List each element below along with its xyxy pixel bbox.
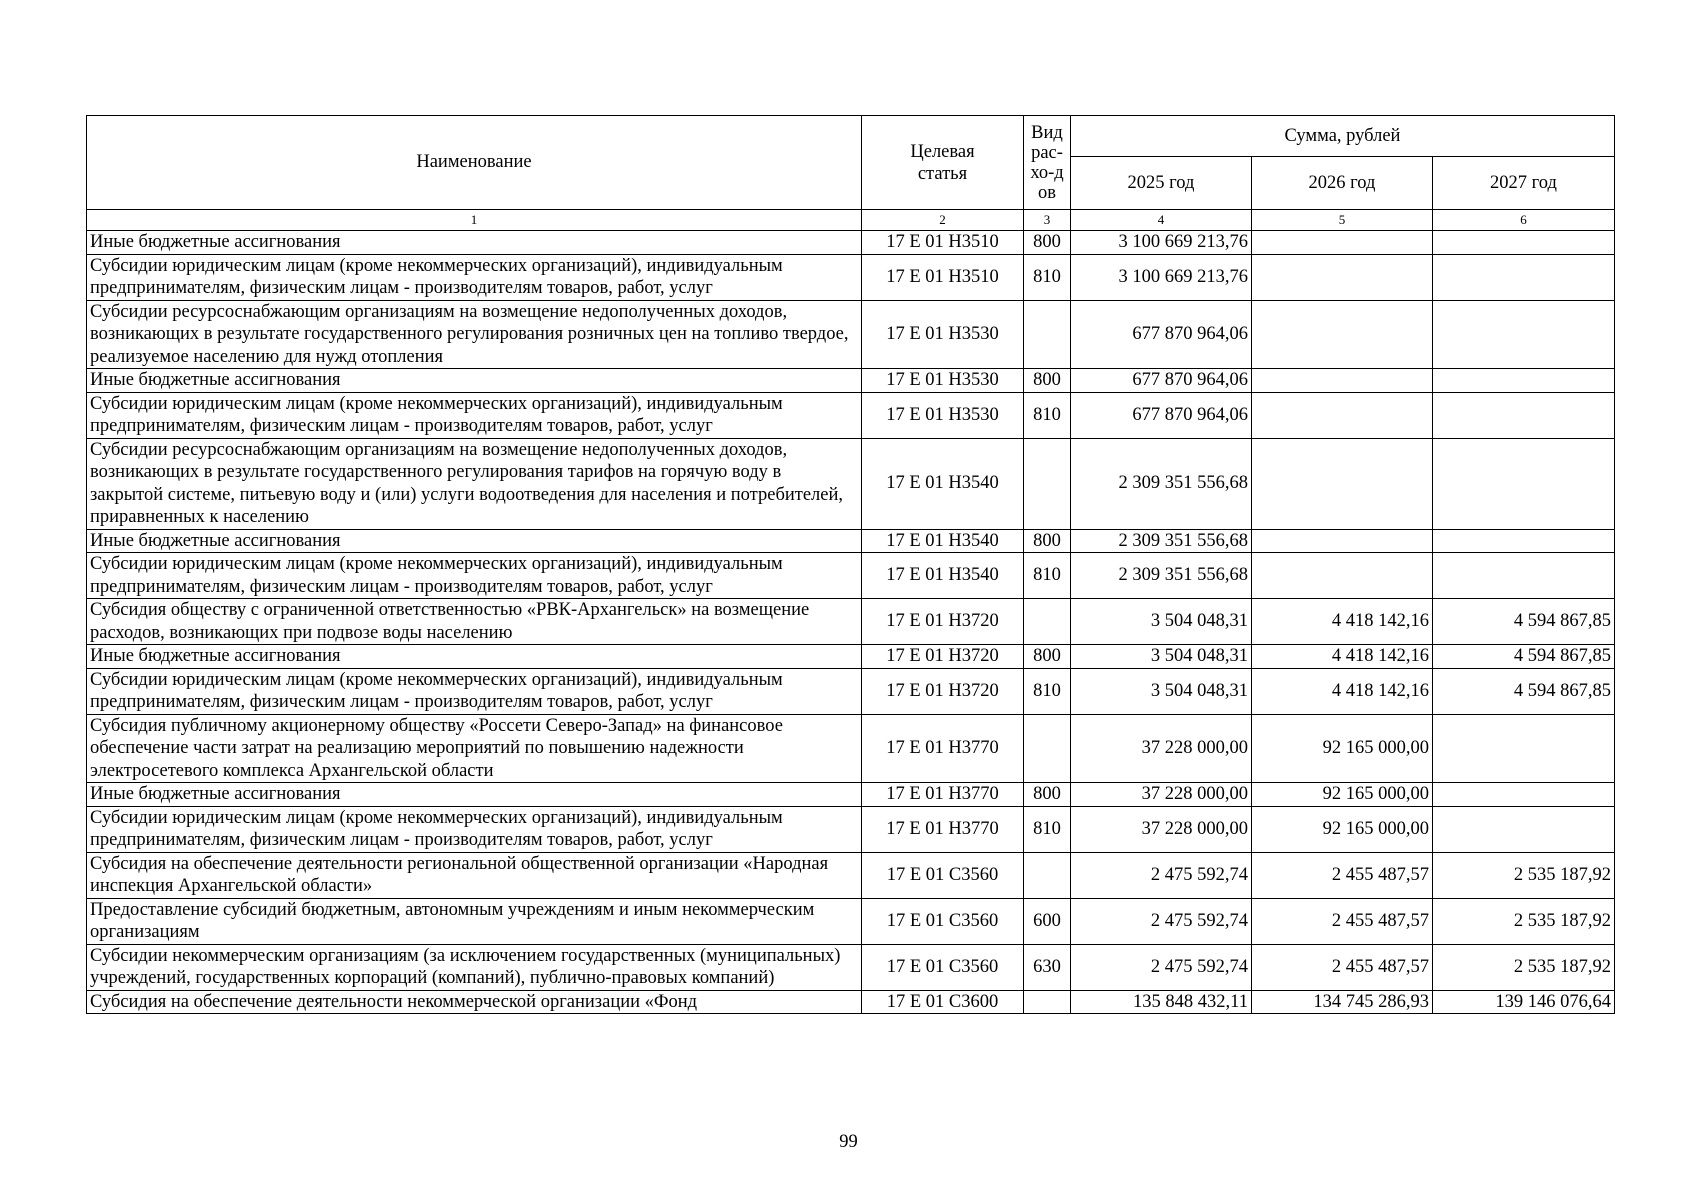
cell-vid: 630	[1024, 944, 1071, 990]
col-number: 1	[87, 210, 862, 231]
cell-y2026: 2 455 487,57	[1252, 944, 1433, 990]
cell-vid	[1024, 990, 1071, 1014]
cell-vid	[1024, 852, 1071, 898]
cell-y2026	[1252, 300, 1433, 369]
cell-y2027	[1433, 806, 1615, 852]
cell-vid: 800	[1024, 231, 1071, 255]
cell-y2027	[1433, 254, 1615, 300]
table-row	[87, 806, 1615, 852]
cell-y2026: 2 455 487,57	[1252, 852, 1433, 898]
cell-name: Иные бюджетные ассигнования	[87, 369, 862, 393]
cell-code: 17 Е 01 Н3770	[862, 714, 1024, 783]
cell-name: Иные бюджетные ассигнования	[87, 529, 862, 553]
cell-y2025: 677 870 964,06	[1071, 369, 1252, 393]
cell-vid	[1024, 714, 1071, 783]
col-number: 6	[1433, 210, 1615, 231]
cell-y2026: 92 165 000,00	[1252, 783, 1433, 807]
cell-y2027: 2 535 187,92	[1433, 852, 1615, 898]
cell-code: 17 Е 01 Н3530	[862, 300, 1024, 369]
cell-vid: 810	[1024, 392, 1071, 438]
cell-y2027	[1433, 714, 1615, 783]
header-2026: 2026 год	[1252, 157, 1433, 210]
cell-y2026	[1252, 392, 1433, 438]
cell-y2027	[1433, 369, 1615, 393]
cell-name: Субсидии юридическим лицам (кроме некоммерческих организаций), индивидуальным предпринимателям, физическим лицам - производителям товаров, работ, услуг	[87, 553, 862, 599]
cell-y2026: 92 165 000,00	[1252, 714, 1433, 783]
cell-y2025: 3 100 669 213,76	[1071, 254, 1252, 300]
cell-code: 17 Е 01 Н3540	[862, 553, 1024, 599]
table-row	[87, 392, 1615, 438]
cell-vid: 810	[1024, 806, 1071, 852]
cell-name: Иные бюджетные ассигнования	[87, 783, 862, 807]
cell-y2026: 134 745 286,93	[1252, 990, 1433, 1014]
cell-code: 17 Е 01 Н3540	[862, 529, 1024, 553]
cell-y2027: 4 594 867,85	[1433, 599, 1615, 645]
cell-y2025: 2 475 592,74	[1071, 852, 1252, 898]
cell-name: Субсидии ресурсоснабжающим организациям на возмещение недополученных доходов, возникающих в результате государственного регулирования тарифов на горячую воду в закрытой системе, питьевую воду и (или) услуги водоотведения для населения и потребителей, приравненных к населению	[87, 438, 862, 529]
cell-y2025: 3 504 048,31	[1071, 599, 1252, 645]
cell-y2027: 4 594 867,85	[1433, 668, 1615, 714]
col-number: 5	[1252, 210, 1433, 231]
cell-y2027: 2 535 187,92	[1433, 944, 1615, 990]
cell-y2027: 4 594 867,85	[1433, 645, 1615, 669]
table-row	[87, 553, 1615, 599]
cell-vid: 600	[1024, 898, 1071, 944]
table-row	[87, 990, 1615, 1014]
cell-y2027	[1433, 438, 1615, 529]
header-target-text: Целевая статья	[910, 141, 975, 184]
cell-name: Субсидия публичному акционерному обществу «Россети Северо-Запад» на финансовое обеспечение части затрат на реализацию мероприятий по повышению надежности электросетевого комплекса Архангельской области	[87, 714, 862, 783]
table-row	[87, 714, 1615, 783]
header-vid-text: Вид рас-хо-дов	[1030, 122, 1064, 203]
cell-y2025: 3 100 669 213,76	[1071, 231, 1252, 255]
cell-code: 17 Е 01 Н3770	[862, 806, 1024, 852]
cell-code: 17 Е 01 Н3720	[862, 599, 1024, 645]
cell-code: 17 Е 01 С3560	[862, 898, 1024, 944]
table-row	[87, 944, 1615, 990]
column-numbers-row	[87, 210, 1615, 231]
table-row	[87, 300, 1615, 369]
cell-name: Субсидии некоммерческим организациям (за исключением государственных (муниципальных) учреждений, государственных корпораций (компаний), публично-правовых компаний)	[87, 944, 862, 990]
cell-y2027	[1433, 300, 1615, 369]
cell-vid: 800	[1024, 529, 1071, 553]
cell-y2025: 2 309 351 556,68	[1071, 529, 1252, 553]
cell-name: Субсидии юридическим лицам (кроме некоммерческих организаций), индивидуальным предпринимателям, физическим лицам - производителям товаров, работ, услуг	[87, 806, 862, 852]
cell-y2025: 3 504 048,31	[1071, 668, 1252, 714]
header-2025: 2025 год	[1071, 157, 1252, 210]
cell-y2027: 139 146 076,64	[1433, 990, 1615, 1014]
cell-y2027	[1433, 553, 1615, 599]
budget-table	[86, 115, 1615, 1014]
cell-name: Субсидии юридическим лицам (кроме некоммерческих организаций), индивидуальным предпринимателям, физическим лицам - производителям товаров, работ, услуг	[87, 254, 862, 300]
cell-vid: 810	[1024, 668, 1071, 714]
cell-y2026: 4 418 142,16	[1252, 668, 1433, 714]
header-sum: Сумма, рублей	[1071, 116, 1615, 157]
cell-y2026	[1252, 438, 1433, 529]
table-row	[87, 529, 1615, 553]
header-target	[862, 116, 1024, 210]
cell-vid: 800	[1024, 645, 1071, 669]
table-body	[87, 231, 1615, 1014]
cell-y2026	[1252, 553, 1433, 599]
cell-code: 17 Е 01 Н3530	[862, 392, 1024, 438]
cell-y2026	[1252, 254, 1433, 300]
cell-name: Субсидии юридическим лицам (кроме некоммерческих организаций), индивидуальным предпринимателям, физическим лицам - производителям товаров, работ, услуг	[87, 392, 862, 438]
cell-code: 17 Е 01 Н3720	[862, 668, 1024, 714]
table-row	[87, 645, 1615, 669]
cell-y2026: 92 165 000,00	[1252, 806, 1433, 852]
cell-y2026: 2 455 487,57	[1252, 898, 1433, 944]
cell-vid	[1024, 599, 1071, 645]
table-row	[87, 254, 1615, 300]
cell-code: 17 Е 01 С3600	[862, 990, 1024, 1014]
cell-name: Субсидия на обеспечение деятельности некоммерческой организации «Фонд	[87, 990, 862, 1014]
cell-y2027	[1433, 529, 1615, 553]
cell-vid: 810	[1024, 254, 1071, 300]
header-2027: 2027 год	[1433, 157, 1615, 210]
cell-y2025: 677 870 964,06	[1071, 392, 1252, 438]
cell-code: 17 Е 01 Н3510	[862, 254, 1024, 300]
cell-code: 17 Е 01 Н3540	[862, 438, 1024, 529]
table-row	[87, 783, 1615, 807]
cell-y2027	[1433, 783, 1615, 807]
cell-code: 17 Е 01 С3560	[862, 944, 1024, 990]
table-row	[87, 438, 1615, 529]
cell-name: Субсидия обществу с ограниченной ответственностью «РВК-Архангельск» на возмещение расходов, возникающих при подвозе воды населению	[87, 599, 862, 645]
cell-y2025: 2 309 351 556,68	[1071, 438, 1252, 529]
cell-name: Субсидии юридическим лицам (кроме некоммерческих организаций), индивидуальным предпринимателям, физическим лицам - производителям товаров, работ, услуг	[87, 668, 862, 714]
col-number: 4	[1071, 210, 1252, 231]
cell-name: Предоставление субсидий бюджетным, автономным учреждениям и иным некоммерческим организациям	[87, 898, 862, 944]
cell-name: Иные бюджетные ассигнования	[87, 231, 862, 255]
table-row	[87, 369, 1615, 393]
cell-y2026	[1252, 231, 1433, 255]
cell-y2025: 37 228 000,00	[1071, 714, 1252, 783]
cell-y2026: 4 418 142,16	[1252, 599, 1433, 645]
col-number: 2	[862, 210, 1024, 231]
cell-code: 17 Е 01 Н3770	[862, 783, 1024, 807]
page-number: 99	[839, 1132, 858, 1152]
cell-y2026	[1252, 529, 1433, 553]
cell-vid	[1024, 300, 1071, 369]
cell-y2026	[1252, 369, 1433, 393]
cell-name: Иные бюджетные ассигнования	[87, 645, 862, 669]
cell-y2027	[1433, 231, 1615, 255]
cell-y2025: 37 228 000,00	[1071, 783, 1252, 807]
cell-code: 17 Е 01 Н3510	[862, 231, 1024, 255]
cell-vid	[1024, 438, 1071, 529]
cell-code: 17 Е 01 С3560	[862, 852, 1024, 898]
table-row	[87, 852, 1615, 898]
cell-y2026: 4 418 142,16	[1252, 645, 1433, 669]
table-row	[87, 599, 1615, 645]
cell-code: 17 Е 01 Н3530	[862, 369, 1024, 393]
cell-y2025: 677 870 964,06	[1071, 300, 1252, 369]
cell-y2025: 2 309 351 556,68	[1071, 553, 1252, 599]
cell-y2027	[1433, 392, 1615, 438]
cell-vid: 810	[1024, 553, 1071, 599]
cell-name: Субсидия на обеспечение деятельности региональной общественной организации «Народная инспекция Архангельской области»	[87, 852, 862, 898]
cell-y2025: 2 475 592,74	[1071, 944, 1252, 990]
header-name: Наименование	[87, 116, 862, 210]
col-number: 3	[1024, 210, 1071, 231]
cell-y2025: 2 475 592,74	[1071, 898, 1252, 944]
cell-y2027: 2 535 187,92	[1433, 898, 1615, 944]
cell-y2025: 135 848 432,11	[1071, 990, 1252, 1014]
cell-vid: 800	[1024, 783, 1071, 807]
cell-y2025: 37 228 000,00	[1071, 806, 1252, 852]
table-row	[87, 668, 1615, 714]
cell-code: 17 Е 01 Н3720	[862, 645, 1024, 669]
cell-y2025: 3 504 048,31	[1071, 645, 1252, 669]
table-row	[87, 231, 1615, 255]
cell-vid: 800	[1024, 369, 1071, 393]
table-row	[87, 898, 1615, 944]
cell-name: Субсидии ресурсоснабжающим организациям на возмещение недополученных доходов, возникающих в результате государственного регулирования розничных цен на топливо твердое, реализуемое населению для нужд отопления	[87, 300, 862, 369]
header-vid	[1024, 116, 1071, 210]
